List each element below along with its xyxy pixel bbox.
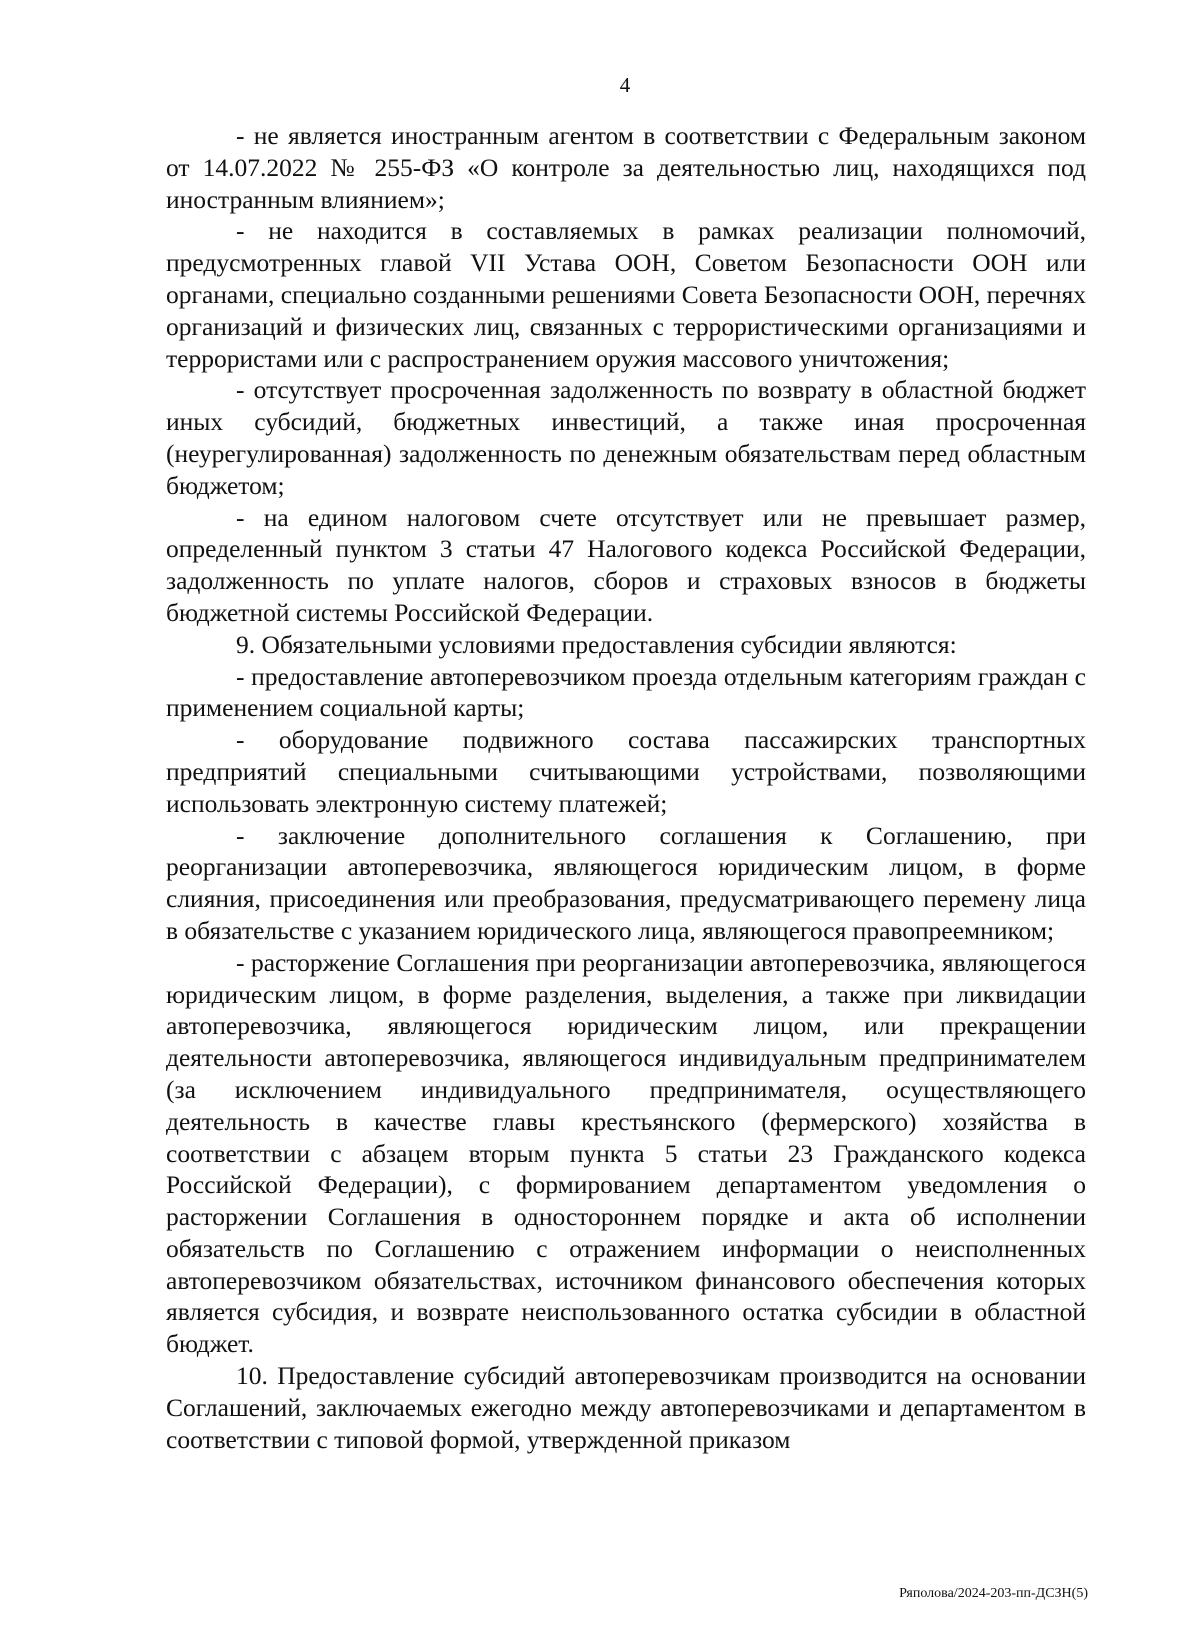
paragraph-supplementary-agreement: - заключение дополнительного соглашения к Соглашению, при реорганизации автоперевозчика, являющегося юридическим лицом, в форме слияния, присоединения или преобразования, предусматривающего перемену лица в обязательстве с указанием юридического лица, являющегося правопреемником; — [166, 820, 1086, 945]
paragraph-item-9: 9. Обязательными условиями предоставления субсидии являются: — [236, 629, 957, 659]
footer-document-code: Ряполова/2024-203-пп-ДСЗН(5) — [899, 1586, 1088, 1601]
document-body — [166, 120, 1086, 1455]
page-number: 4 — [619, 73, 631, 97]
paragraph-un-lists: - не находится в составляемых в рамках реализации полномочий, предусмотренных главой VII Устава ООН, Советом Безопасности ООН или органами, специально созданными решениями Совета Безопасности ООН, перечнях организаций и физических лиц, связанных с террористическими организациями и террористами или с распространением оружия массового уничтожения; — [166, 216, 1086, 373]
paragraph-foreign-agent: - не является иностранным агентом в соответствии с Федеральным законом от 14.07.2022 № 255-ФЗ «О контроле за деятельностью лиц, находящихся под иностранным влиянием»; — [166, 121, 1086, 214]
paragraph-social-card: - предоставление автоперевозчиком проезда отдельным категориям граждан с применением социальной карты; — [166, 661, 1086, 723]
paragraph-equipment: - оборудование подвижного состава пассажирских транспортных предприятий специальными считывающими устройствами, позволяющими использовать электронную систему платежей; — [166, 725, 1086, 818]
paragraph-tax-account: - на едином налоговом счете отсутствует или не превышает размер, определенный пунктом 3 статьи 47 Налогового кодекса Российской Федерации, задолженность по уплате налогов, сборов и страховых взносов в бюджеты бюджетной системы Российской Федерации. — [166, 502, 1086, 627]
paragraph-overdue-debt: - отсутствует просроченная задолженность по возврату в областной бюджет иных субсидий, бюджетных инвестиций, а также иная просроченная (неурегулированная) задолженность по денежным обязательствам перед областным бюджетом; — [166, 375, 1086, 500]
paragraph-termination: - расторжение Соглашения при реорганизации автоперевозчика, являющегося юридическим лицом, в форме разделения, выделения, а также при ликвидации автоперевозчика, являющегося юридическим лицом, или прекращении деятельности автоперевозчика, являющегося индивидуальным предпринимателем (за исключением индивидуального предпринимателя, осуществляющего деятельность в качестве главы крестьянского (фермерского) хозяйства в соответствии с абзацем вторым пункта 5 статьи 23 Гражданского кодекса Российской Федерации), с формированием департаментом уведомления о расторжении Соглашения в одностороннем порядке и акта об исполнении обязательств по Соглашению с отражением информации о неисполненных автоперевозчиком обязательствах, источником финансового обеспечения которых является субсидия, и возврате неиспользованного остатка субсидии в областной бюджет. — [166, 947, 1086, 1359]
paragraph-item-10: 10. Предоставление субсидий автоперевозчикам производится на основании Соглашений, заключаемых ежегодно между автоперевозчиками и департаментом в соответствии с типовой формой, утвержденной приказом — [166, 1361, 1086, 1454]
